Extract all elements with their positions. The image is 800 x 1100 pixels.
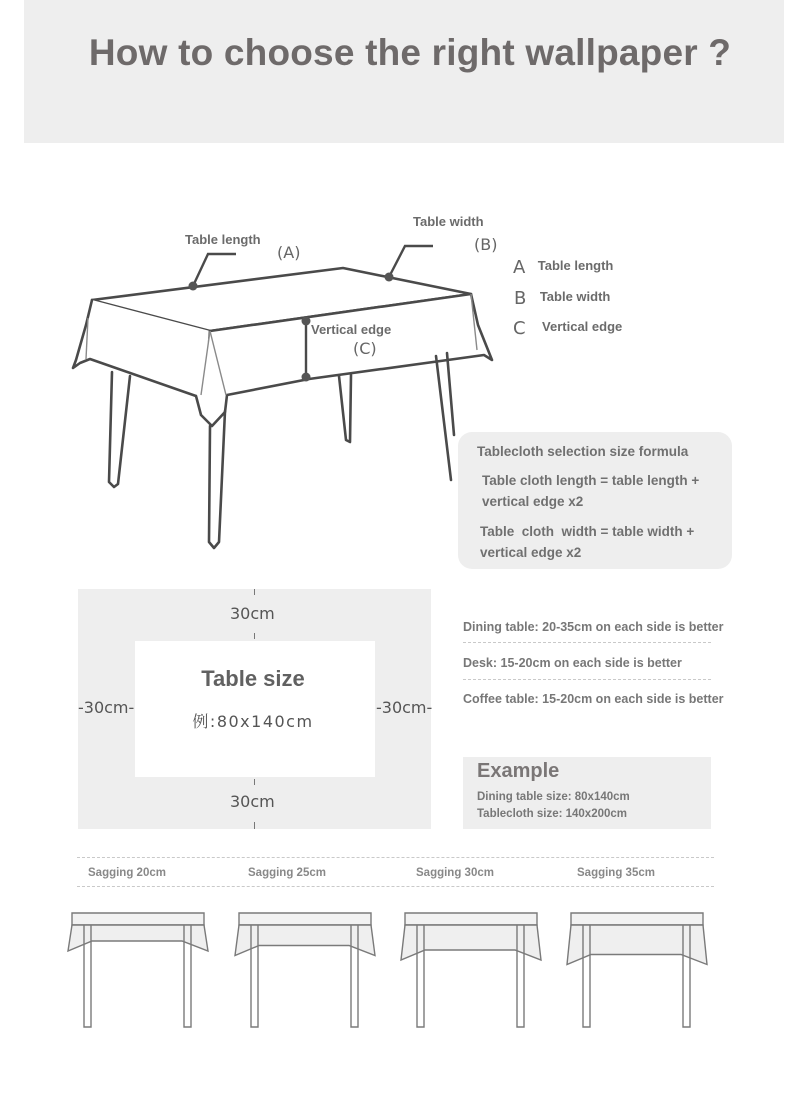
tip-divider	[463, 679, 711, 680]
leg-back-right	[436, 353, 454, 480]
marker-edge-top-dot	[302, 317, 311, 326]
sagging-tabletop	[72, 913, 204, 925]
sagging-table-30	[401, 913, 541, 1027]
legend-item-c	[513, 319, 622, 339]
marker-edge-bottom-dot	[302, 373, 311, 382]
marker-width-dot	[385, 273, 394, 282]
sagging-drape	[567, 925, 707, 965]
table-length-callout: Table length	[185, 232, 261, 247]
legend-letter-b: B	[514, 288, 527, 309]
legend-item-a	[513, 258, 613, 278]
marker-b-label: (B)	[474, 235, 498, 254]
tick-top-inner	[254, 633, 255, 639]
sagging-table-35	[567, 913, 707, 1027]
example-cloth-size: Tablecloth size: 140x200cm	[477, 808, 627, 820]
formula-title: Tablecloth selection size formula	[477, 444, 689, 459]
sagging-drape	[235, 925, 375, 956]
formula-length-line1: Table cloth length = table length +	[482, 473, 700, 488]
margin-left-label: -30cm-	[78, 698, 135, 717]
tip-dining-table: Dining table: 20-35cm on each side is better	[463, 620, 724, 634]
example-panel	[463, 757, 711, 829]
sagging-label-20: Sagging 20cm	[88, 867, 166, 879]
page-title: How to choose the right wallpaper ?	[88, 32, 732, 73]
margin-top-label: 30cm	[230, 604, 275, 623]
margin-right-label: -30cm-	[376, 698, 433, 717]
sagging-drape	[401, 925, 541, 960]
example-dining-size: Dining table size: 80x140cm	[477, 791, 630, 803]
leg-back-center	[339, 375, 351, 442]
sagging-tabletop	[571, 913, 703, 925]
margin-bottom-label: 30cm	[230, 792, 275, 811]
legend-item-b	[514, 289, 610, 309]
marker-length-dot	[189, 282, 198, 291]
vertical-edge-callout: Vertical edge	[311, 322, 392, 337]
formula-length-line2: vertical edge x2	[482, 494, 584, 509]
legend-text-b: Table width	[539, 289, 611, 304]
legend-letter-a: A	[513, 257, 526, 278]
formula-panel	[458, 432, 732, 569]
sagging-label-30: Sagging 30cm	[416, 867, 494, 879]
sagging-tabletop	[405, 913, 537, 925]
sagging-table-25	[235, 913, 375, 1027]
formula-width-line2: vertical edge x2	[480, 545, 582, 560]
legend-text-c: Vertical edge	[542, 319, 623, 334]
sagging-illustrations	[60, 905, 740, 1035]
legend-text-a: Table length	[537, 258, 614, 273]
sagging-divider-top	[77, 857, 714, 858]
leg-front-center	[209, 411, 225, 548]
table-size-area	[135, 641, 375, 777]
formula-width-line1: Table cloth width = table width +	[480, 524, 695, 539]
table-size-title: Table size	[201, 666, 305, 691]
sagging-tabletop	[239, 913, 371, 925]
tick-bottom-outer	[254, 822, 255, 829]
tick-top-outer	[254, 589, 255, 595]
table-size-example: 例:80x140cm	[192, 712, 314, 731]
example-title: Example	[477, 760, 560, 782]
sagging-label-35: Sagging 35cm	[577, 867, 655, 879]
tip-desk: Desk: 15-20cm on each side is better	[463, 656, 682, 670]
leg-front-left	[109, 372, 130, 487]
sagging-drape	[68, 925, 208, 951]
table-width-callout: Table width	[413, 214, 484, 229]
marker-c-label: (C)	[353, 339, 377, 358]
marker-a-label: (A)	[277, 243, 301, 262]
sagging-table-20	[68, 913, 208, 1027]
legend-letter-c: C	[513, 318, 526, 339]
sagging-divider-bottom	[77, 886, 714, 887]
tip-divider	[463, 642, 711, 643]
tick-bottom-inner	[254, 779, 255, 785]
tip-coffee-table: Coffee table: 15-20cm on each side is better	[463, 692, 724, 706]
sagging-label-25: Sagging 25cm	[248, 867, 326, 879]
